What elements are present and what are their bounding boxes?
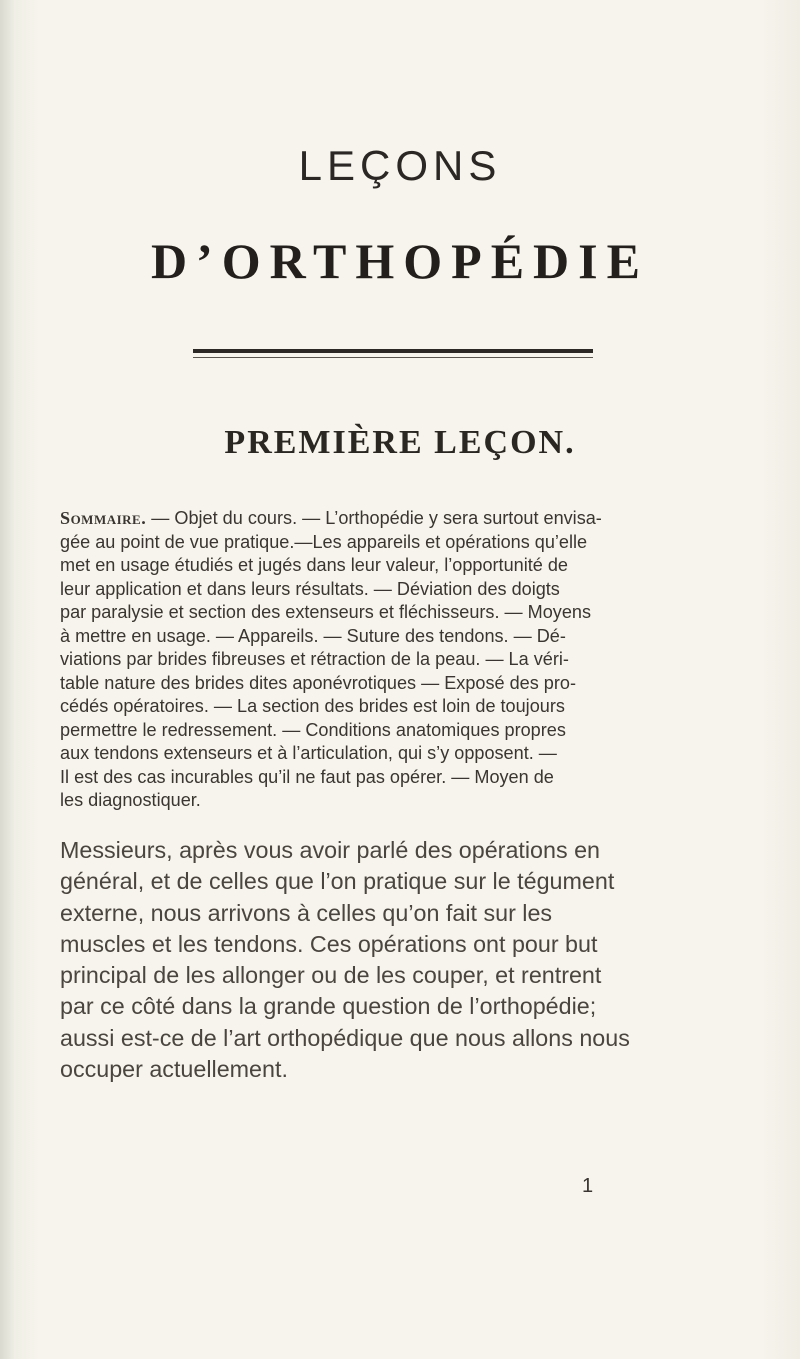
title-line-2: D’ORTHOPÉDIE	[151, 233, 649, 289]
summary-line: aux tendons extenseurs et à l’articulation, qui s’y opposent. —	[60, 743, 557, 763]
summary-line	[60, 507, 648, 531]
summary-line: par paralysie et section des extenseurs et fléchisseurs. — Moyens	[60, 602, 592, 622]
body-line: principal de les allonger ou de les couper, et rentrent	[60, 962, 602, 989]
summary-line: table nature des brides dites aponévrotiques — Exposé des pro-	[60, 672, 576, 693]
summary-label: Sommaire.	[60, 508, 147, 528]
summary-line: viations par brides fibreuses et rétraction de la peau. — La véri-	[60, 649, 569, 669]
summary-line: permettre le redressement. — Conditions anatomiques propres	[60, 719, 566, 740]
title-rule-thin	[193, 357, 593, 358]
body-line: externe, nous arrivons à celles qu’on fait sur les	[60, 899, 553, 926]
title-rule-thick	[193, 349, 593, 353]
body-line: général, et de celles que l’on pratique sur le tégument	[60, 868, 615, 895]
body-paragraph	[60, 835, 660, 1085]
summary-line-text: — Objet du cours. — L’orthopédie y sera surtout envisa-	[146, 508, 602, 528]
page-edge	[0, 0, 14, 1359]
body-line: aussi est-ce de l’art orthopédique que nous allons nous	[60, 1024, 630, 1051]
summary-block	[60, 507, 648, 813]
summary-line: les diagnostiquer.	[60, 790, 201, 810]
section-heading: PREMIÈRE LEÇON.	[224, 424, 576, 461]
summary-line: gée au point de vue pratique.—Les appareils et opérations qu’elle	[60, 531, 588, 552]
body-line: occuper actuellement.	[60, 1056, 288, 1083]
summary-line: leur application et dans leurs résultats. — Déviation des doigts	[60, 578, 560, 599]
page-number: 1	[582, 1175, 594, 1197]
title-line-1: LEÇONS	[298, 142, 502, 189]
summary-line: à mettre en usage. — Appareils. — Suture des tendons. — Dé-	[60, 625, 566, 646]
body-line: muscles et les tendons. Ces opérations ont pour but	[60, 930, 598, 957]
summary-line: met en usage étudiés et jugés dans leur valeur, l’opportunité de	[60, 555, 568, 575]
summary-line: Il est des cas incurables qu’il ne faut pas opérer. — Moyen de	[60, 766, 554, 787]
body-line: par ce côté dans la grande question de l’orthopédie;	[60, 993, 597, 1020]
summary-line: cédés opératoires. — La section des brides est loin de toujours	[60, 696, 565, 716]
body-line: Messieurs, après vous avoir parlé des opérations en	[60, 837, 600, 863]
